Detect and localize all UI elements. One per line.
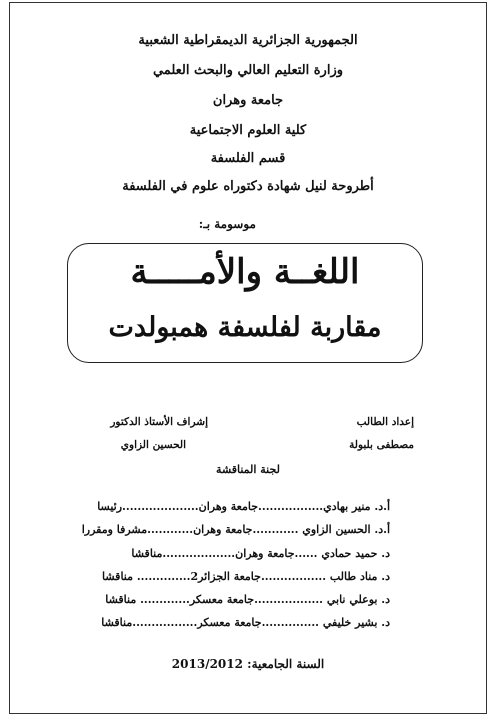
title-box <box>67 243 423 363</box>
committee-member: أ.د. الحسين الزاوي ............جامعة وهران............مشرفا ومقررا <box>81 523 390 536</box>
committee-member: د. بشير خليفي ...............جامعة معسكر.................مناقشا <box>101 616 390 629</box>
republic-heading: الجمهورية الجزائرية الديمقراطية الشعبية <box>138 33 358 48</box>
committee-member: د. مناد طالب .................جامعة الجزائر2.............. مناقشا <box>102 570 390 583</box>
titled-by-label: موسومة بـ: <box>198 217 256 231</box>
committee-title: لجنة المناقشة <box>216 463 280 476</box>
supervisor-name: الحسين الزاوي <box>120 439 186 451</box>
thesis-description: أطروحة لنيل شهادة دكتوراه علوم في الفلسفة <box>122 179 374 194</box>
ministry-heading: وزارة التعليم العالي والبحث العلمي <box>152 63 344 78</box>
faculty-heading: كلية العلوم الاجتماعية <box>189 123 307 138</box>
thesis-title: اللغــة والأمـــــة <box>130 252 360 292</box>
academic-year: السنة الجامعية: 2013/2012 <box>171 657 325 671</box>
committee-member: د. بوعلي نابي ..................جامعة معسكر............. مناقشا <box>105 593 390 606</box>
document-page <box>9 2 487 714</box>
thesis-subtitle: مقاربة لفلسفة همبولدت <box>108 312 382 343</box>
student-label: إعداد الطالب <box>356 416 414 428</box>
university-heading: جامعة وهران <box>212 93 284 108</box>
student-name: مصطفى بلبولة <box>349 439 414 451</box>
department-heading: قسم الفلسفة <box>210 151 286 166</box>
supervisor-label: إشراف الأستاذ الدكتور <box>110 416 208 428</box>
committee-member: د. حميد حمادي ......جامعة وهران...................مناقشا <box>131 547 390 560</box>
committee-member: أ.د. منير بهادي.................جامعة وهران....................رئيسا <box>97 500 390 513</box>
